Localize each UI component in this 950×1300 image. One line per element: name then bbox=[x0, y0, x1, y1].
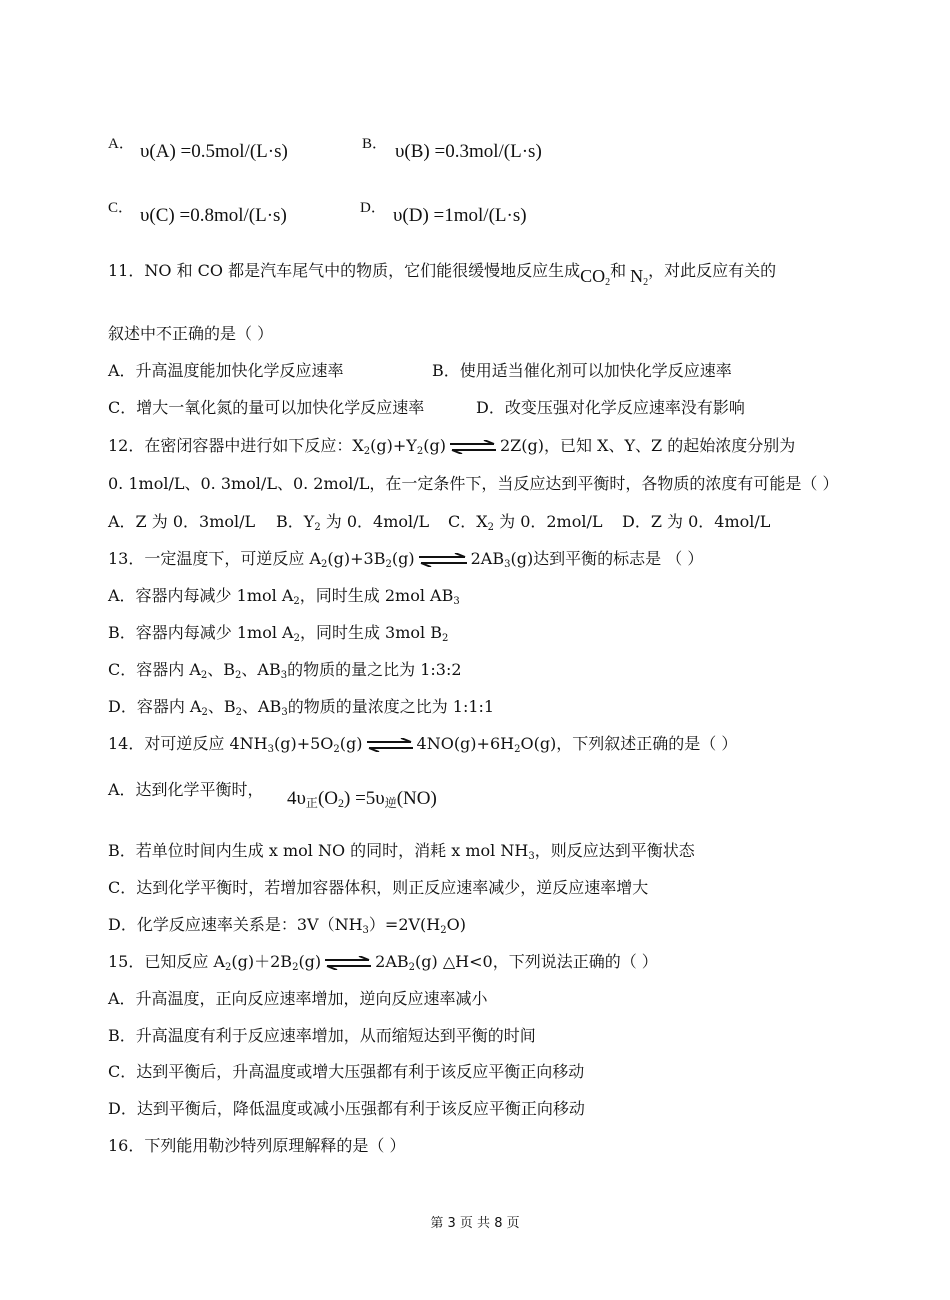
option-label-b: B． bbox=[362, 136, 388, 152]
q12-option-b: B．$Y_2$ 为 0．4mol/L bbox=[276, 512, 430, 533]
question-11-stem: 11．NO 和 CO 都是汽车尾气中的物质，它们能很缓慢地反应生成$CO_2$和 $N_2$，对此反应有关的 bbox=[108, 261, 777, 288]
question-16-stem: 16．下列能用勒沙特列原理解释的是（ ） bbox=[108, 1136, 406, 1155]
q14-option-d: D．化学反应速率关系是：$3V(NH_3)=2V(H_2O)$ bbox=[108, 915, 466, 936]
equilibrium-arrow-icon bbox=[323, 956, 373, 970]
q13-option-c: C．容器内 $A_2$、$B_2$、$AB_3$的物质的量之比为 1:3:2 bbox=[108, 660, 462, 681]
q11-option-b: B．使用适当催化剂可以加快化学反应速率 bbox=[432, 361, 732, 380]
q11-option-a: A．升高温度能加快化学反应速率 bbox=[108, 361, 344, 380]
q14-option-a: A．达到化学平衡时， bbox=[108, 780, 264, 799]
equilibrium-arrow-icon bbox=[417, 553, 469, 567]
rate-expression-a: υ(A) =0.5mol/(L·s) bbox=[140, 141, 288, 162]
q13-option-b: B．容器内每减少 1mol $A_2$，同时生成 3mol $B_2$ bbox=[108, 623, 449, 644]
q14-option-b: B．若单位时间内生成 x mol NO 的同时，消耗 x mol $NH_3$，则反应达到平衡状态 bbox=[108, 841, 695, 862]
q11-option-c: C．增大一氧化氮的量可以加快化学反应速率 bbox=[108, 398, 425, 417]
q14-option-c: C．达到化学平衡时，若增加容器体积，则正反应速率减少，逆反应速率增大 bbox=[108, 878, 649, 897]
q15-option-d: D．达到平衡后，降低温度或减小压强都有利于该反应平衡正向移动 bbox=[108, 1099, 585, 1118]
q15-option-b: B．升高温度有利于反应速率增加，从而缩短达到平衡的时间 bbox=[108, 1026, 536, 1045]
question-12-stem: 12．在密闭容器中进行如下反应：$X_2(g)+Y_2(g)$ 2Z(g)，已知 X、Y、Z 的起始浓度分别为 bbox=[108, 436, 796, 457]
q12-option-c: C．$X_2$ 为 0．2mol/L bbox=[448, 512, 603, 533]
q12-option-a: A．Z 为 0．3mol/L bbox=[108, 512, 256, 531]
q15-option-c: C．达到平衡后，升高温度或增大压强都有利于该反应平衡正向移动 bbox=[108, 1062, 585, 1081]
option-label-d: D． bbox=[360, 200, 386, 216]
q15-option-a: A．升高温度，正向反应速率增加，逆向反应速率减小 bbox=[108, 989, 488, 1008]
question-12-stem-cont: 0. 1mol/L、0. 3mol/L、0. 2mol/L，在一定条件下，当反应达到平衡时，各物质的浓度有可能是（ ） bbox=[108, 474, 839, 493]
equilibrium-arrow-icon bbox=[365, 738, 415, 752]
option-label-a: A． bbox=[108, 136, 134, 152]
q13-option-a: A．容器内每减少 1mol $A_2$，同时生成 2mol $AB_3$ bbox=[108, 586, 460, 607]
rate-relation-expression: $4\upsilon_正(O_2) =5\upsilon_逆(NO)$ bbox=[287, 788, 437, 810]
question-14-stem: 14．对可逆反应 $4NH_3(g)+5O_2(g)$ $4NO(g)+6H_2O(g)$，下列叙述正确的是（ ） bbox=[108, 734, 738, 755]
q13-option-d: D．容器内 $A_2$、$B_2$、$AB_3$的物质的量浓度之比为 1:1:1 bbox=[108, 697, 495, 718]
rate-expression-c: υ(C) =0.8mol/(L·s) bbox=[140, 205, 287, 226]
rate-expression-b: υ(B) =0.3mol/(L·s) bbox=[395, 141, 542, 162]
q11-option-d: D．改变压强对化学反应速率没有影响 bbox=[476, 398, 745, 417]
option-label-c: C． bbox=[108, 200, 134, 216]
q12-option-d: D．Z 为 0．4mol/L bbox=[622, 512, 771, 531]
page-footer: 第 3 页 共 8 页 bbox=[430, 1216, 520, 1231]
question-11-stem-cont: 叙述中不正确的是（ ） bbox=[108, 324, 274, 343]
rate-expression-d: υ(D) =1mol/(L·s) bbox=[393, 205, 527, 226]
question-13-stem: 13．一定温度下，可逆反应 $A_2(g)+3B_2(g)$ $2AB_3(g)$达到平衡的标志是 （ ） bbox=[108, 549, 704, 570]
equilibrium-arrow-icon bbox=[448, 440, 498, 454]
question-15-stem: 15．已知反应 $A_2(g)+2B_2(g)$ $2AB_2(g)$ △H<0，下列说法正确的（ ） bbox=[108, 952, 658, 973]
